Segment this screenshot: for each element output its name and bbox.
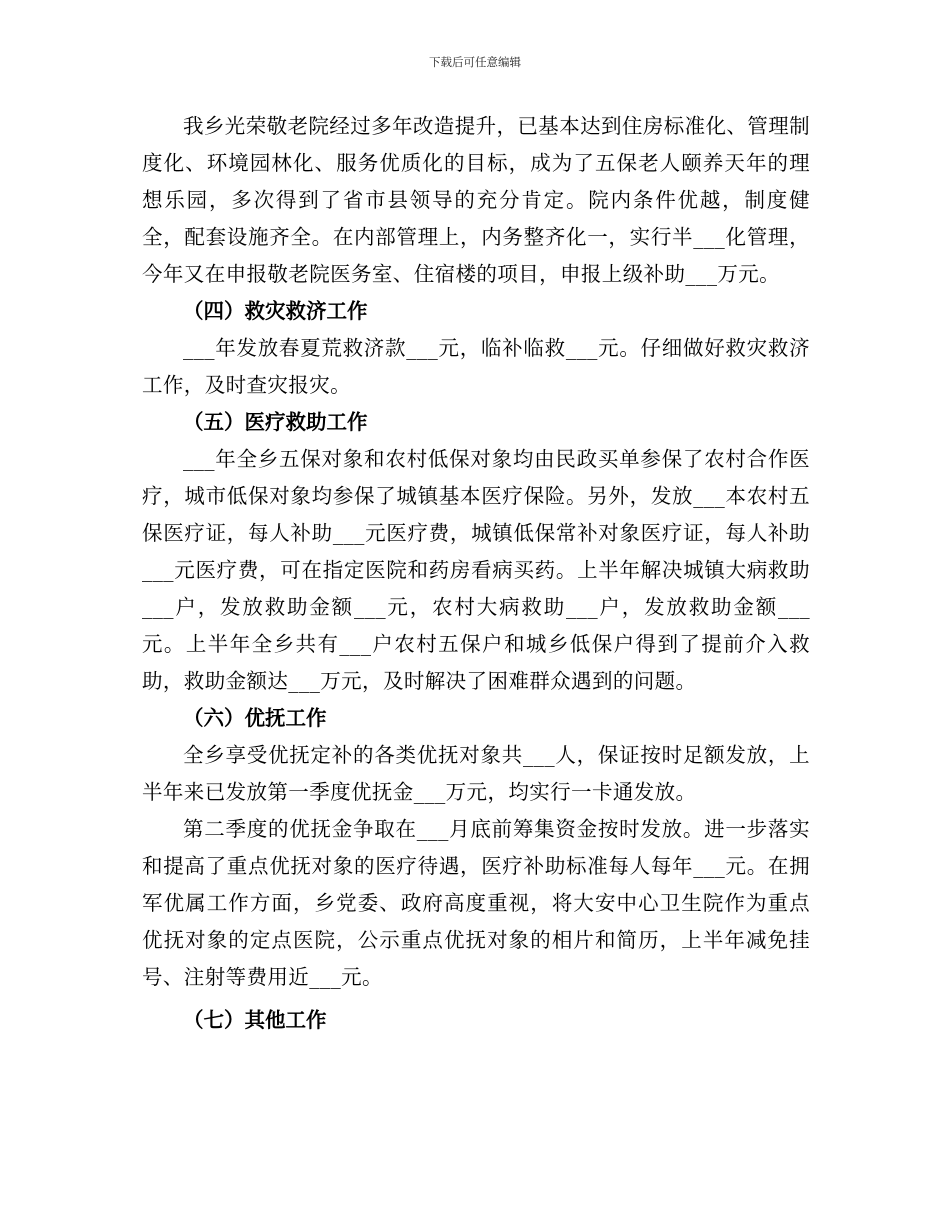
section-heading-disaster-relief: （四）救灾救济工作 bbox=[183, 299, 368, 323]
paragraph-special-care-1: 全乡享受优抚定补的各类优抚对象共___人，保证按时足额发放，上半年来已发放第一季度优抚金___万元，均实行一卡通发放。 bbox=[142, 743, 810, 804]
paragraph-special-care-2: 第二季度的优抚金争取在___月底前筹集资金按时发放。进一步落实和提高了重点优抚对象的医疗待遇，医疗补助标准每人每年___元。在拥军优属工作方面，乡党委、政府高度重视，将大安中心卫生院作为重点优抚对象的定点医院，公示重点优抚对象的相片和简历，上半年减免挂号、注射等费用近___元。 bbox=[142, 817, 810, 989]
document-body bbox=[142, 108, 810, 1039]
paragraph-medical-aid: ___年全乡五保对象和农村低保对象均由民政买单参保了农村合作医疗，城市低保对象均参保了城镇基本医疗保险。另外，发放___本农村五保医疗证，每人补助___元医疗费，城镇低保常补对象医疗证，每人补助___元医疗费，可在指定医院和药房看病买药。上半年解决城镇大病救助___户，发放救助金额___元，农村大病救助___户，发放救助金额___元。上半年全乡共有___户农村五保户和城乡低保户得到了提前介入救助，救助金额达___万元，及时解决了困难群众遇到的问题。 bbox=[142, 447, 810, 693]
page-header: 下载后可任意编辑 bbox=[429, 55, 521, 69]
section-heading-special-care: （六）优抚工作 bbox=[183, 706, 327, 730]
paragraph-disaster-relief: ___年发放春夏荒救济款___元，临补临救___元。仔细做好救灾救济工作，及时查灾报灾。 bbox=[142, 336, 810, 397]
section-heading-other-work: （七）其他工作 bbox=[183, 1008, 327, 1032]
section-heading-medical-aid: （五）医疗救助工作 bbox=[183, 410, 368, 434]
paragraph-nursing-home: 我乡光荣敬老院经过多年改造提升，已基本达到住房标准化、管理制度化、环境园林化、服务优质化的目标，成为了五保老人颐养天年的理想乐园，多次得到了省市县领导的充分肯定。院内条件优越，制度健全，配套设施齐全。在内部管理上，内务整齐化一，实行半___化管理，今年又在申报敬老院医务室、住宿楼的项目，申报上级补助___万元。 bbox=[142, 114, 810, 286]
